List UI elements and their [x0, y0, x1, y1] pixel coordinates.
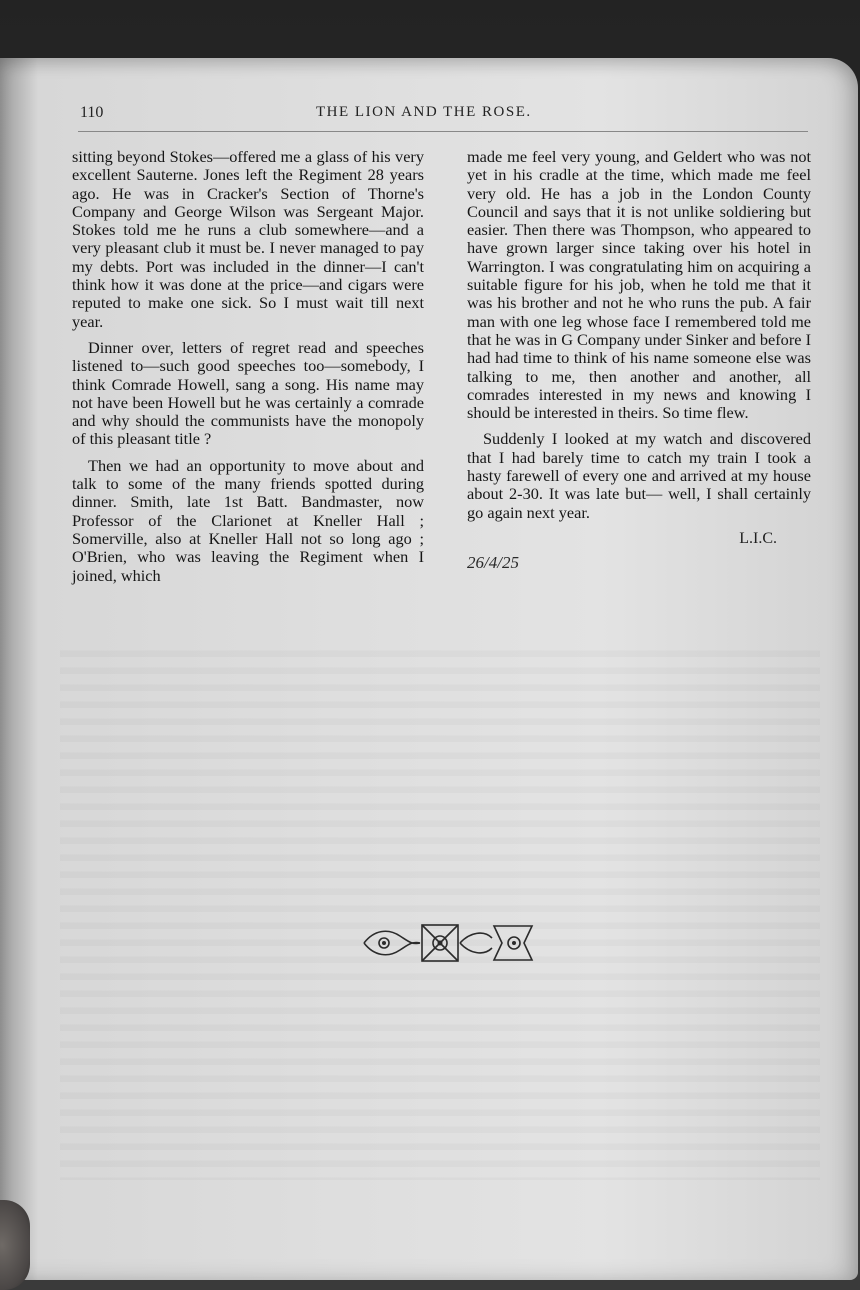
header-rule [78, 131, 808, 132]
signature: L.I.C. [739, 529, 777, 547]
page-number: 110 [80, 104, 104, 121]
paragraph: Then we had an opportunity to move about and talk to some of the many friends spotted during dinner. Smith, late 1st Batt. Bandmaster, now Professor of the Clarionet at Kneller Hall ; Somerville, also at Kneller Hall not so long ago ; O'Brien, who was leaving the Regiment when I joined, which [72, 455, 424, 585]
date: 26/4/25 [467, 553, 519, 573]
ornament-icon [360, 918, 536, 968]
page-header [0, 100, 858, 130]
gutter-shadow [0, 58, 38, 1280]
paragraph: made me feel very young, and Geldert who was not yet in his cradle at the time, which made me feel very old. He has a job in the London County Council and says that it is not unlike soldiering but easier. Then there was Thompson, who appeared to have grown larger since taking over his hotel in Warrington. I was congratulating him on acquiring a suitable figure for his job, when he told me that it was his brother and not he who runs the pub. A fair man with one leg whose face I remembered told me that he was in G Company under Sinker and before I had had time to think of his name someone else was talking to me, then another and another, all comrades interested in my news and knowing I should be interested in theirs. So time flew. [467, 147, 811, 423]
right-column [467, 148, 811, 573]
thumb [0, 1200, 30, 1290]
left-column [72, 148, 424, 593]
paragraph: Dinner over, letters of regret read and speeches listened to—such good speeches too—somebody, I think Comrade Howell, sang a song. His name may not have been Howell but he was certainly a comrade and why should the communists have the monopoly of this pleasant title ? [72, 337, 424, 449]
paragraph: Suddenly I looked at my watch and discovered that I had barely time to catch my train I took a hasty farewell of every one and arrived at my house about 2-30. It was late but— well, I shall certainly go again next year. [467, 429, 811, 522]
paragraph: sitting beyond Stokes—offered me a glass of his very excellent Sauterne. Jones left the Regiment 28 years ago. He was in Cracker's Section of Thorne's Company and George Wilson was Sergeant Major. Stokes told me he runs a club somewhere—and a very pleasant club it must be. I never managed to pay my debts. Port was included in the dinner—I can't think how it was done at the price—and cigars were reputed to make one sick. So I must wait till next year. [72, 147, 424, 331]
running-title: THE LION AND THE ROSE. [316, 104, 532, 120]
show-through-text [60, 640, 820, 1180]
